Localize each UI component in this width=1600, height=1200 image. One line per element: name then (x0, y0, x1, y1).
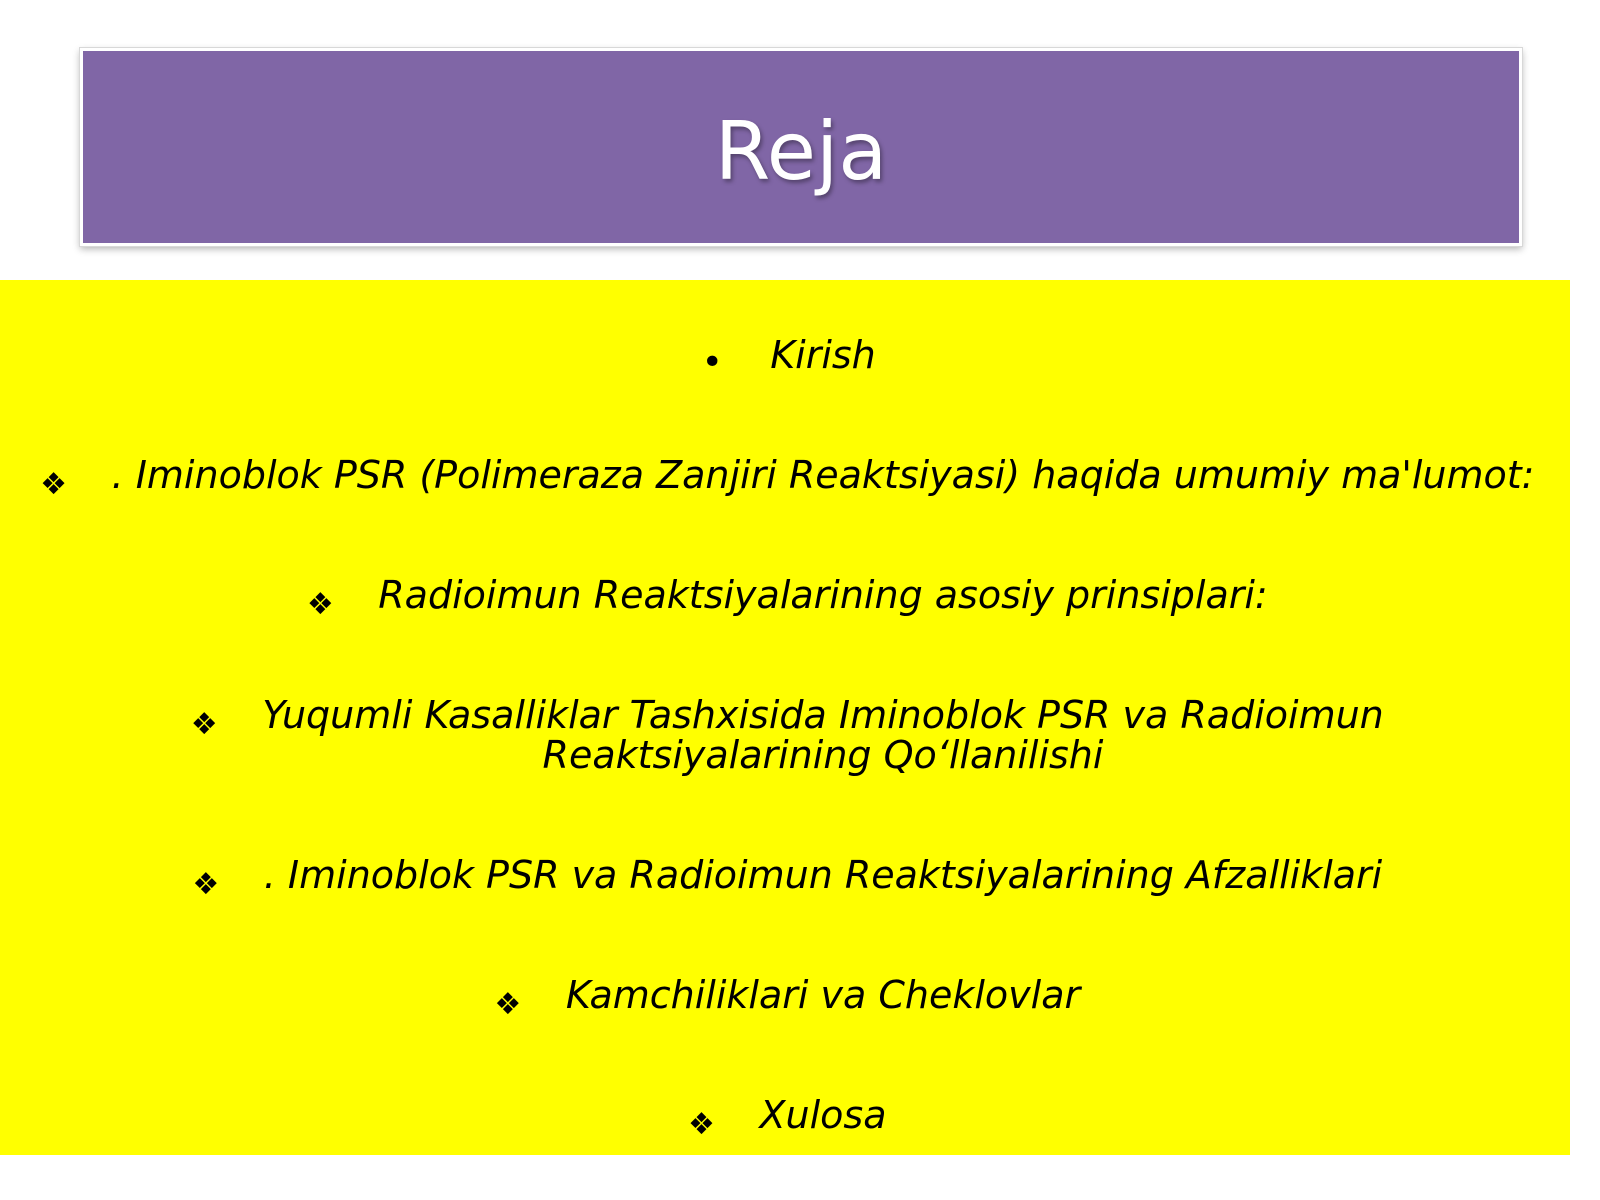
agenda-item-6 (0, 975, 1570, 1025)
diamond-bullet-icon: ❖ (192, 867, 220, 902)
agenda-item-text: Kirish (770, 333, 876, 377)
slide-title-bar (80, 48, 1522, 246)
agenda-item-2 (0, 455, 1570, 505)
agenda-item-text: . Iminoblok PSR va Radioimun Reaktsiyalarining Afzalliklari (263, 853, 1383, 897)
agenda-item-text-line-1: Yuqumli Kasalliklar Tashxisida Iminoblok PSR va Radioimun (262, 693, 1384, 737)
agenda-item-4 (0, 695, 1570, 775)
agenda-content-box (0, 280, 1570, 1155)
agenda-item-1 (0, 335, 1570, 383)
agenda-item-text: . Iminoblok PSR (Polimeraza Zanjiri Reaktsiyasi) haqida umumiy ma'lumot: (111, 453, 1535, 497)
slide-title: Reja (714, 105, 888, 198)
agenda-item-text (262, 695, 1384, 775)
agenda-item-5 (0, 855, 1570, 905)
diamond-bullet-icon: ❖ (306, 587, 334, 622)
agenda-item-7 (0, 1095, 1570, 1145)
agenda-item-text: Kamchiliklari va Cheklovlar (565, 973, 1081, 1017)
agenda-item-3 (0, 575, 1570, 625)
dot-bullet-icon: • (701, 342, 723, 383)
agenda-item-text: Xulosa (759, 1093, 887, 1137)
diamond-bullet-icon: ❖ (688, 1107, 715, 1142)
diamond-bullet-icon: ❖ (494, 987, 522, 1022)
diamond-bullet-icon: ❖ (40, 467, 67, 502)
agenda-item-text: Radioimun Reaktsiyalarining asosiy prinsiplari: (378, 573, 1268, 617)
agenda-item-text-line-2: Reaktsiyalarining Qo‘llanilishi (542, 733, 1104, 777)
diamond-bullet-icon: ❖ (190, 707, 218, 742)
